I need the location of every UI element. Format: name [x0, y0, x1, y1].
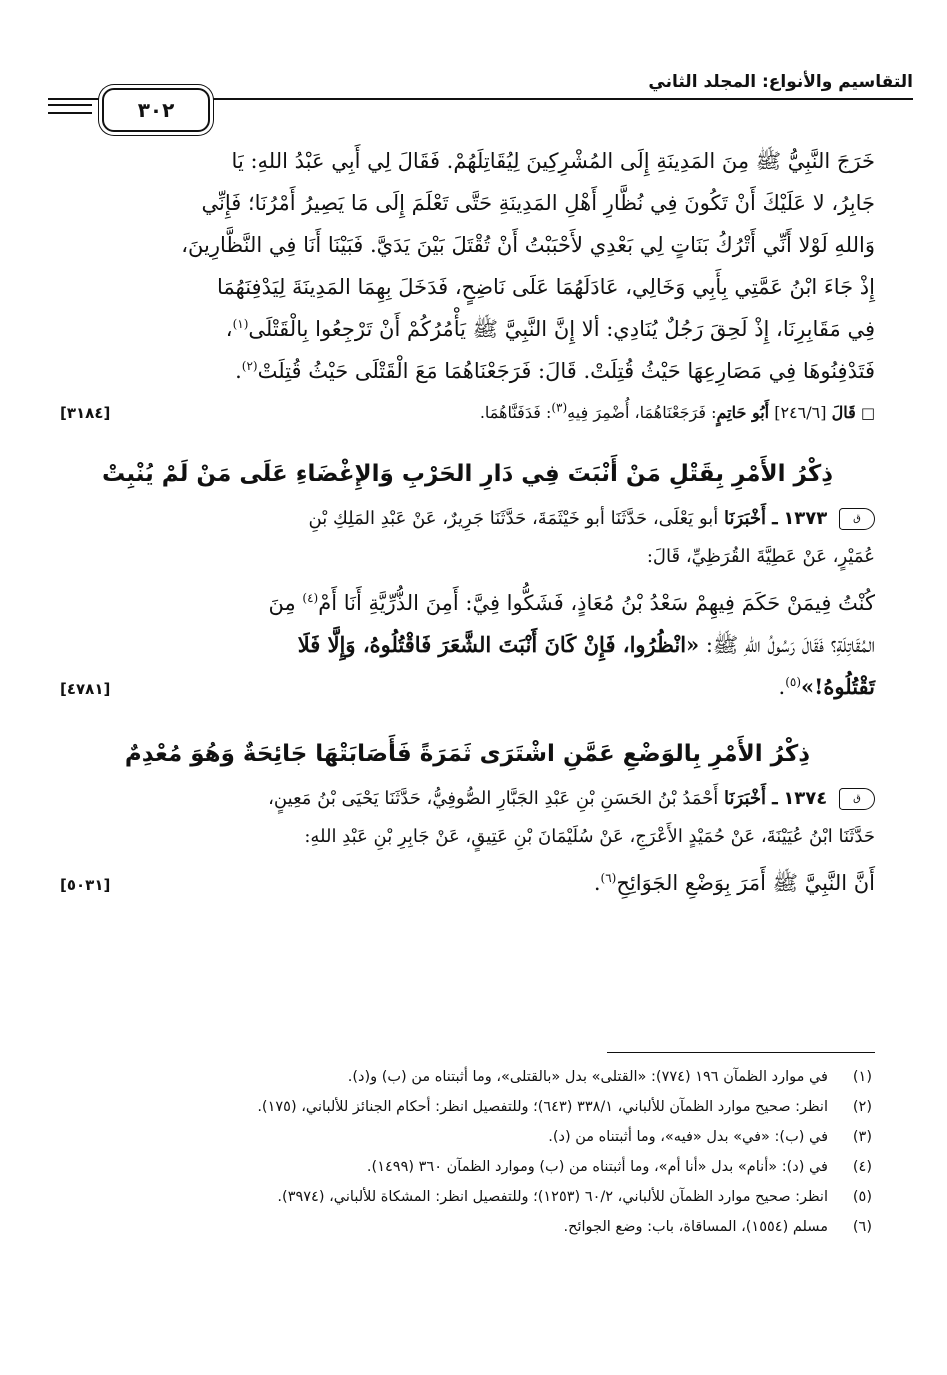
running-title: التقاسيم والأنواع: المجلد الثاني	[648, 72, 913, 92]
square-icon: □	[860, 404, 875, 422]
hadith-reference: [٣١٨٤]	[60, 404, 111, 422]
text-line: جَابِرُ، لا عَلَيْكَ أَنْ تَكُونَ فِي نُظَّارِ أَهْلِ المَدِينَةِ حَتَّى تَعْلَمَ إِلَى مَا يَصِيرُ أَمْرُنَا؛ فَإِنِّي	[201, 191, 875, 215]
book-marker-icon: ق	[839, 788, 875, 810]
header-ornament-line	[48, 104, 92, 106]
footnote: (٢) انظر: صحيح موارد الظمآن للألباني، ٣٣٨/١ (٦٤٣)؛ وللتفصيل انظر: أحكام الجنائز للألباني، (١٧٥).	[257, 1099, 872, 1115]
footnote-marker[interactable]: (٤)	[302, 591, 319, 605]
footnote: (٣) في (ب): «في» بدل «فيه»، وما أثبتناه من (د).	[548, 1129, 872, 1145]
narrative-block	[60, 140, 875, 392]
matn-line: أَنَّ النَّبِيَّ ﷺ أَمَرَ بِوَضْعِ الجَوَائِحِ$^{(٦)}$. [٥٠٣١]	[60, 862, 875, 906]
header-ornament-line	[48, 112, 92, 114]
hadith-number: ١٣٧٣	[783, 508, 828, 529]
footnote: (٥) انظر: صحيح موارد الظمآن للألباني، ٦٠/٢ (١٢٥٣)؛ وللتفصيل انظر: المشكاة للألباني، (٣٩٧٤).	[277, 1189, 872, 1205]
hadith-reference: [٤٧٨١]	[60, 680, 111, 698]
footnote-marker[interactable]: (٢)	[241, 359, 258, 373]
text-line: وَاللهِ لَوْلا أَنِّي أَتْرُكُ بَنَاتٍ لِي بَعْدِي لأَحْبَبْتُ أَنْ تُقْتَلَ بَيْنَ يَدَيَّ. فَبَيْنَا أَنَا فِي النَّظَّارِينَ،	[181, 233, 875, 257]
text-line: خَرَجَ النَّبِيُّ ﷺ مِنَ المَدِينَةِ إِلَى المُشْرِكِينَ لِيُقَاتِلَهُمْ. فَقَالَ لِي أَبِي عَبْدُ اللهِ: يَا	[231, 149, 875, 173]
book-marker-icon: ق	[839, 508, 875, 530]
isnad-line: حَدَّثَنَا ابْنُ عُيَيْنَةَ، عَنْ حُمَيْدٍ الأَعْرَجِ، عَنْ سُلَيْمَانَ بْنِ عَتِيقٍ، عَنْ جَابِرِ بْنِ عَبْدِ اللهِ:	[304, 826, 875, 847]
volume-reference: [٢٤٦/٦]	[774, 403, 827, 422]
isnad-line: ق ١٣٧٤ ـ أَخْبَرَنَا أَحْمَدُ بْنُ الحَسَنِ بْنِ عَبْدِ الجَبَّارِ الصُّوفِيُّ، حَدَّثَنَا يَحْيَى بْنُ مَعِينٍ،	[60, 780, 875, 818]
author-name: أَبُو حَاتِمٍ	[716, 403, 770, 422]
matn-line: كُنْتُ فِيمَنْ حَكَمَ فِيهِمْ سَعْدُ بْنُ مُعَاذٍ، فَشَكُّوا فِيَّ: أَمِنَ الذُّرِّيَّةِ أَنَا أَمْ$^{(٤)}$ مِنَ	[268, 591, 875, 615]
hadith-number: ١٣٧٤	[783, 788, 828, 809]
footnote-marker[interactable]: (٦)	[600, 871, 617, 885]
footnote: (١) في موارد الظمآن ١٩٦ (٧٧٤): «القتلى» بدل «بالقتلى»، وما أثبتناه من (ب) و(د).	[347, 1069, 872, 1085]
footnote-separator	[607, 1052, 875, 1053]
abu-hatim-comment: □ قَالَ [٢٤٦/٦] أَبُو حَاتِمٍ: فَرَجَعْنَاهُمَا، أُضْمِرَ فِيهِ$^{(٣)}$: فَدَفَنَّاهُمَا. [٣١٨٤]	[60, 396, 875, 430]
matn-line: المُقَاتِلَةِ؟ فَقَالَ رَسُولُ اللهِ ﷺ: «انْظُرُوا، فَإِنْ كَانَ أَنْبَتَ الشَّعَرَ فَاقْتُلُوهُ، وَإِلَّا فَلَا	[297, 632, 875, 657]
footnotes	[60, 1062, 872, 1242]
matn-line: تَقْتُلُوهُ!»$^{(٥)}$. [٤٧٨١]	[60, 666, 875, 710]
page-number: ٣٠٢	[137, 98, 175, 122]
text-line: إِذْ جَاءَ ابْنُ عَمَّتِي بِأَبِي وَخَالِي، عَادَلَهُمَا عَلَى نَاضِحٍ، فَدَخَلَ بِهِمَا المَدِينَةَ لِيَدْفِنَهُمَا	[216, 275, 875, 299]
chapter-heading: ذِكْرُ الأَمْرِ بِالوَضْعِ عَمَّنِ اشْتَرَى ثَمَرَةً فَأَصَابَتْهَا جَائِحَةٌ وَهُوَ مُعْدِمٌ	[124, 741, 811, 767]
footnote: (٦) مسلم (١٥٥٤)، المساقاة، باب: وضع الجوائح.	[563, 1219, 872, 1235]
chapter-heading: ذِكْرُ الأَمْرِ بِقَتْلِ مَنْ أَنْبَتَ فِي دَارِ الحَرْبِ وَالإِغْضَاءِ عَلَى مَنْ لَمْ يُنْبِتْ	[101, 461, 834, 487]
footnote: (٤) في (د): «أنام» بدل «أنا أم»، وما أثبتناه من (ب) وموارد الظمآن ٣٦٠ (١٤٩٩).	[366, 1159, 872, 1175]
footnote-marker[interactable]: (١)	[232, 317, 249, 331]
isnad-line: عُمَيْرٍ، عَنْ عَطِيَّةَ القُرَظِيِّ، قَالَ:	[646, 546, 875, 567]
isnad-line: ق ١٣٧٣ ـ أَخْبَرَنَا أبو يَعْلَى، حَدَّثَنَا أبو خَيْثَمَةَ، حَدَّثَنَا جَرِيرٌ، عَنْ عَبْدِ المَلِكِ بْنِ	[60, 500, 875, 538]
page-number-frame	[102, 88, 210, 132]
text-line: فِي مَقَابِرِنَا، إِذْ لَحِقَ رَجُلٌ يُنَادِي: ألا إِنَّ النَّبِيَّ ﷺ يَأْمُرُكُمْ أَنْ تَرْجِعُوا بِالْقَتْلَى$^{(١)}$،	[225, 317, 875, 341]
hadith-reference: [٥٠٣١]	[60, 876, 111, 894]
page-header	[48, 68, 913, 132]
main-text	[60, 140, 875, 906]
footnote-marker[interactable]: (٣)	[551, 400, 568, 415]
text-line: فَتَدْفِنُوهَا فِي مَصَارِعِهَا حَيْثُ قُتِلَتْ. قَالَ: فَرَجَعْنَاهُمَا مَعَ الْقَتْلَى حَيْثُ قُتِلَتْ$^{(٢)}$.	[235, 359, 875, 383]
footnote-marker[interactable]: (٥)	[785, 675, 802, 689]
